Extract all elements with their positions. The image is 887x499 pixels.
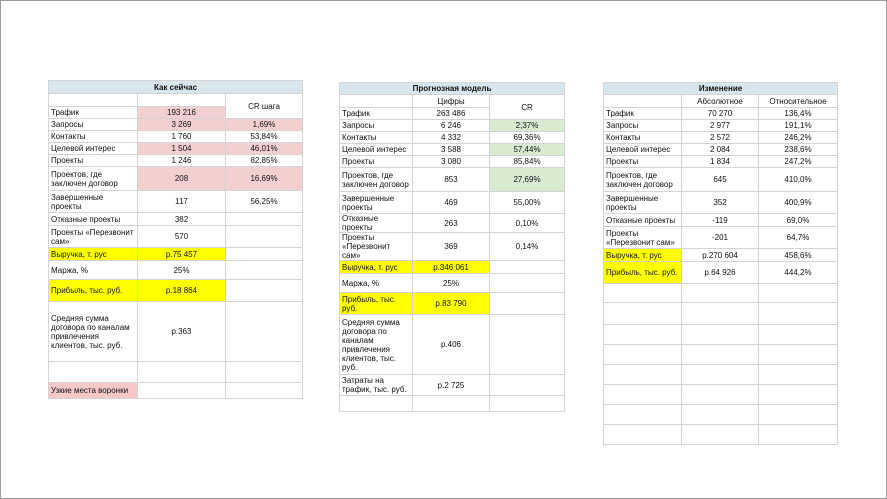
revenue-rel: 458,6% — [759, 249, 838, 262]
row-abs: 1 834 — [682, 156, 759, 168]
row-value: 193 216 — [138, 107, 226, 119]
change-table — [603, 82, 838, 445]
row-value: 570 — [138, 226, 226, 248]
row-label: Запросы — [49, 119, 138, 131]
row-label: Завершенные проекты — [49, 191, 138, 213]
row-abs: 2 977 — [682, 120, 759, 132]
current-cr-header: CR шага — [226, 94, 303, 119]
profit-value: р.18 864 — [138, 280, 226, 302]
row-cr: 0,10% — [490, 214, 565, 233]
row-abs: -119 — [682, 214, 759, 227]
row-cr: 85,84% — [490, 156, 565, 168]
row-rel: 246,2% — [759, 132, 838, 144]
row-value: 3 269 — [138, 119, 226, 131]
forecast-cr-header: CR — [490, 95, 565, 120]
row-label: Целевой интерес — [49, 143, 138, 155]
row-value: 3 080 — [413, 156, 490, 168]
bottleneck-legend: Узкие места воронки — [49, 383, 138, 399]
row-cr: 46,01% — [226, 143, 303, 155]
row-abs: 645 — [682, 168, 759, 192]
row-value: 25% — [138, 261, 226, 280]
row-abs: -201 — [682, 227, 759, 249]
row-label: Отказные проекты — [604, 214, 682, 227]
row-label: Проектов, где заключен договор — [340, 168, 413, 192]
row-label: Средняя сумма договора по каналам привлечения клиентов, тыс. руб. — [340, 315, 413, 375]
forecast-value-header: Цифры — [413, 95, 490, 108]
row-value: 208 — [138, 167, 226, 191]
row-cr: 1,69% — [226, 119, 303, 131]
revenue-value: р.346 061 — [413, 261, 490, 274]
row-rel: 410,0% — [759, 168, 838, 192]
row-label: Целевой интерес — [340, 144, 413, 156]
row-abs: 70 270 — [682, 108, 759, 120]
row-cr: 69,36% — [490, 132, 565, 144]
row-label: Запросы — [604, 120, 682, 132]
row-cr: 55,00% — [490, 192, 565, 214]
row-label: Трафик — [340, 108, 413, 120]
row-value: 1 246 — [138, 155, 226, 167]
row-value: 4 332 — [413, 132, 490, 144]
profit-abs: р.64 926 — [682, 262, 759, 284]
row-value: 263 486 — [413, 108, 490, 120]
row-abs: 352 — [682, 192, 759, 214]
row-label: Проекты — [604, 156, 682, 168]
profit-label: Прибыль, тыс. руб. — [340, 293, 413, 315]
current-title: Как сейчас — [49, 81, 303, 94]
row-rel: 191,1% — [759, 120, 838, 132]
row-label: Контакты — [49, 131, 138, 143]
row-rel: 69,0% — [759, 214, 838, 227]
change-title: Изменение — [604, 83, 838, 95]
row-abs: 2 572 — [682, 132, 759, 144]
row-value: 469 — [413, 192, 490, 214]
row-rel: 238,6% — [759, 144, 838, 156]
row-label: Трафик — [49, 107, 138, 119]
row-label: Проектов, где заключен договор — [604, 168, 682, 192]
row-cr: 56,25% — [226, 191, 303, 213]
row-label: Затраты на трафик, тыс. руб. — [340, 375, 413, 396]
change-rel-header: Относительное — [759, 95, 838, 108]
row-abs: 2 084 — [682, 144, 759, 156]
row-label: Средняя сумма договора по каналам привлечения клиентов, тыс. руб. — [49, 302, 138, 362]
revenue-value: р.75 457 — [138, 248, 226, 261]
row-value: 117 — [138, 191, 226, 213]
row-label: Целевой интерес — [604, 144, 682, 156]
row-value: 25% — [413, 274, 490, 293]
row-label: Отказные проекты — [340, 214, 413, 233]
current-state-table — [48, 80, 303, 399]
revenue-label: Выручка, т. рус — [604, 249, 682, 262]
row-cr: 2,37% — [490, 120, 565, 132]
row-value: 3 588 — [413, 144, 490, 156]
row-value: 369 — [413, 233, 490, 261]
row-label: Трафик — [604, 108, 682, 120]
row-label: Контакты — [604, 132, 682, 144]
row-value: 263 — [413, 214, 490, 233]
row-rel: 247,2% — [759, 156, 838, 168]
row-label: Проекты — [340, 156, 413, 168]
row-value: 6 246 — [413, 120, 490, 132]
row-label: Проекты «Перезвонит сам» — [604, 227, 682, 249]
revenue-label: Выручка, т. рус — [49, 248, 138, 261]
row-value: 1 504 — [138, 143, 226, 155]
row-value: 1 760 — [138, 131, 226, 143]
row-rel: 400,9% — [759, 192, 838, 214]
forecast-title: Прогнозная модель — [340, 83, 565, 95]
row-cr: 53,84% — [226, 131, 303, 143]
row-label: Проекты «Перезвонит сам» — [340, 233, 413, 261]
row-value: 382 — [138, 213, 226, 226]
row-cr: 16,69% — [226, 167, 303, 191]
row-cr: 27,69% — [490, 168, 565, 192]
row-label: Завершенные проекты — [340, 192, 413, 214]
row-cr: 57,44% — [490, 144, 565, 156]
profit-label: Прибыль, тыс. руб. — [604, 262, 682, 284]
profit-value: р.83 790 — [413, 293, 490, 315]
row-label: Запросы — [340, 120, 413, 132]
row-cr: 0,14% — [490, 233, 565, 261]
row-value: р.406 — [413, 315, 490, 375]
row-cr: 82,85% — [226, 155, 303, 167]
row-label: Завершенные проекты — [604, 192, 682, 214]
row-label: Проекты — [49, 155, 138, 167]
row-rel: 136,4% — [759, 108, 838, 120]
row-rel: 64,7% — [759, 227, 838, 249]
row-value: р.2 725 — [413, 375, 490, 396]
revenue-label: Выручка, т. рус — [340, 261, 413, 274]
row-label: Проекты «Перезвонит сам» — [49, 226, 138, 248]
row-label: Маржа, % — [340, 274, 413, 293]
row-value: р.363 — [138, 302, 226, 362]
forecast-table — [339, 82, 565, 412]
row-label: Маржа, % — [49, 261, 138, 280]
row-label: Контакты — [340, 132, 413, 144]
row-label: Отказные проекты — [49, 213, 138, 226]
change-abs-header: Абсолютное — [682, 95, 759, 108]
revenue-abs: р.270 604 — [682, 249, 759, 262]
profit-rel: 444,2% — [759, 262, 838, 284]
profit-label: Прибыль, тыс. руб. — [49, 280, 138, 302]
row-label: Проектов, где заключен договор — [49, 167, 138, 191]
row-value: 853 — [413, 168, 490, 192]
